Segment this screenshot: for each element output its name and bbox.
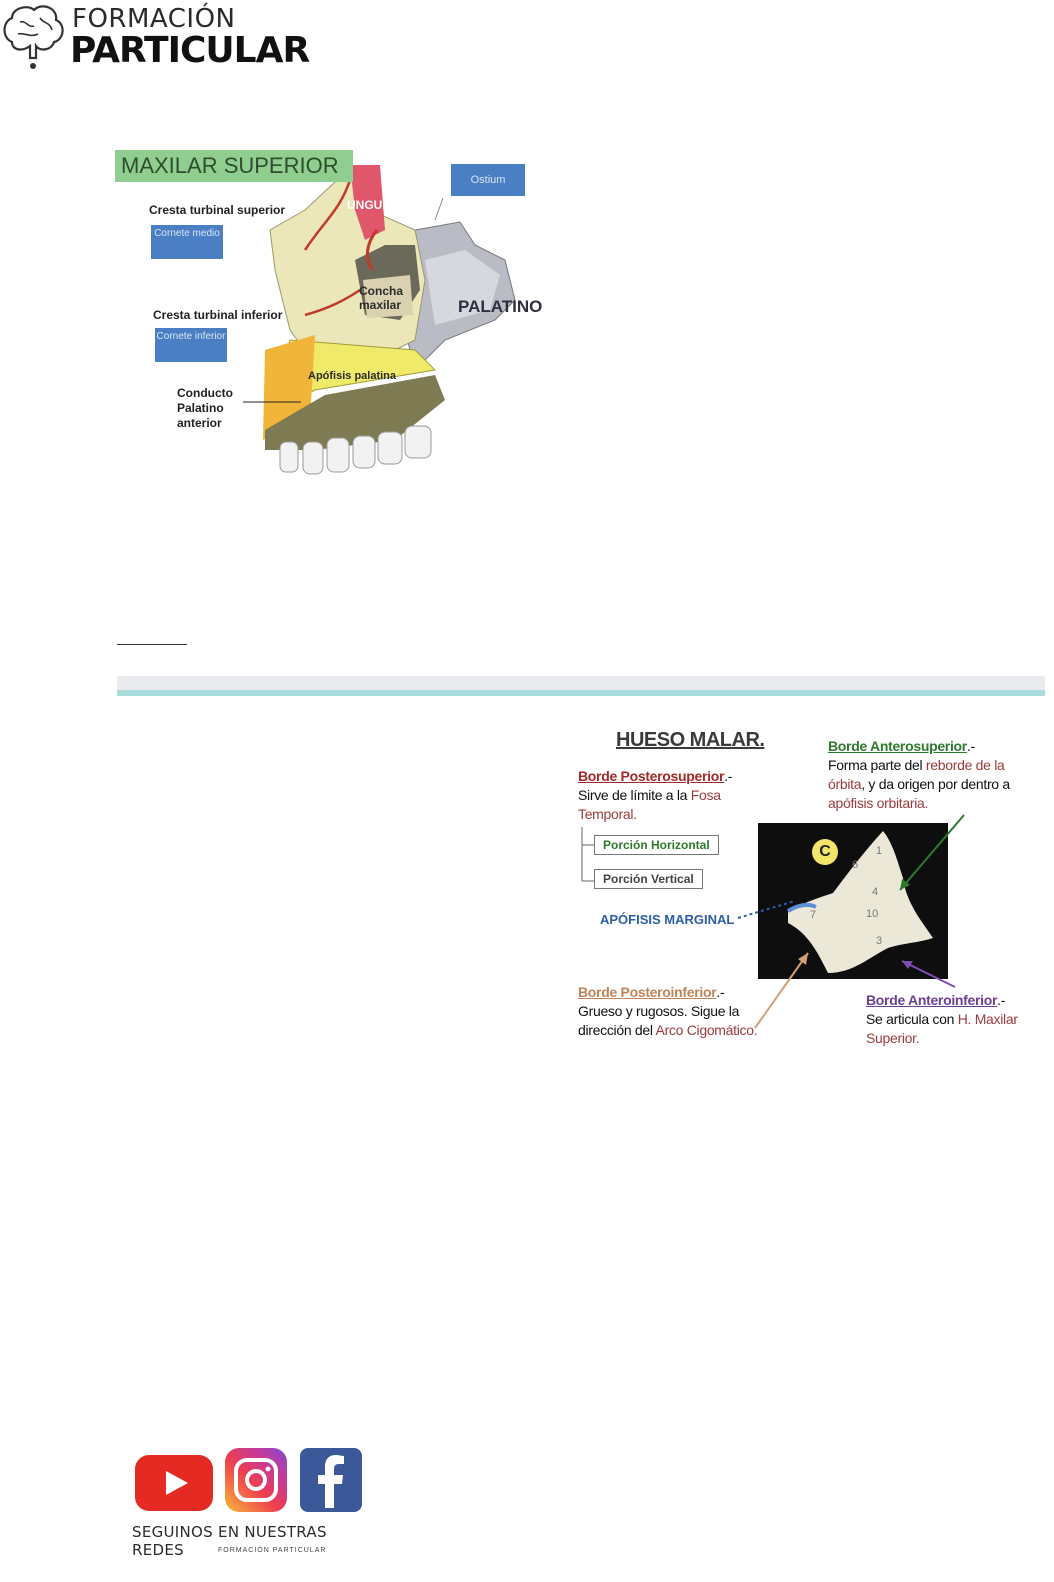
anterosuperior-reborde: reborde de la órbita	[828, 757, 1005, 792]
label-palatino: PALATINO	[458, 297, 543, 316]
anterosuperior-sep: .-	[966, 738, 975, 754]
hueso-malar-figure	[570, 725, 1050, 1070]
anterosuperior-text2: , y da origen por dentro a	[861, 776, 1010, 792]
label-apofisis-palatina: Apófisis palatina	[308, 370, 397, 382]
posterosuperior-heading: Borde Posterosuperior	[578, 768, 725, 784]
borde-anteroinferior	[866, 991, 1041, 1048]
posterosuperior-text: Sirve de límite a la	[578, 787, 691, 803]
num-4: 4	[872, 886, 879, 898]
porcion-horizontal: Porción Horizontal	[594, 835, 719, 855]
label-unguis: UNGUIS	[347, 198, 394, 212]
box-cornete-inferior: Cornete inferior	[155, 328, 227, 362]
short-underline	[117, 644, 187, 645]
posteroinferior-sep: .-	[716, 984, 725, 1000]
logo-line1: FORMACIÓN	[72, 4, 236, 34]
facebook-icon[interactable]	[300, 1448, 362, 1512]
label-conducto-palatino: Conducto Palatino anterior	[177, 386, 233, 430]
figure-badge: C	[812, 839, 838, 865]
malar-title: HUESO MALAR.	[616, 729, 765, 751]
anteroinferior-heading: Borde Anteroinferior	[866, 992, 998, 1008]
youtube-icon[interactable]	[135, 1455, 213, 1511]
brain-icon	[0, 2, 68, 72]
label-cresta-superior: Cresta turbinal superior	[149, 203, 286, 217]
apofisis-marginal-label: APÓFISIS MARGINAL	[600, 912, 735, 927]
posteroinferior-text: Grueso y rugosos. Sigue la dirección del	[578, 1003, 740, 1038]
num-7: 7	[810, 909, 817, 921]
posteroinferior-arco: Arco Cigomático.	[655, 1022, 758, 1038]
anteroinferior-maxilar: H. Maxilar Superior.	[866, 1011, 1018, 1046]
maxilar-title: MAXILAR SUPERIOR	[115, 150, 353, 182]
brand-logo	[0, 0, 310, 75]
posterosuperior-sep: .-	[724, 768, 733, 784]
posterosuperior-fosa: Fosa Temporal.	[578, 787, 721, 822]
num-10: 10	[866, 908, 879, 920]
label-concha-maxilar: Concha maxilar	[359, 284, 404, 312]
section-divider	[117, 690, 1045, 696]
anterosuperior-apofisis: apófisis orbitaria.	[828, 795, 929, 811]
anterosuperior-heading: Borde Anterosuperior	[828, 738, 967, 754]
num-6: 6	[852, 859, 859, 871]
instagram-icon[interactable]	[225, 1448, 287, 1512]
social-links	[130, 1445, 370, 1570]
maxilar-superior-figure	[115, 150, 555, 490]
posteroinferior-heading: Borde Posteroinferior	[578, 984, 717, 1000]
num-1: 1	[876, 845, 883, 857]
logo-line2: PARTICULAR	[70, 30, 310, 71]
borde-posteroinferior	[578, 983, 763, 1040]
box-ostium: Ostium	[451, 164, 525, 196]
social-caption: SEGUINOS EN NUESTRAS REDES	[132, 1523, 327, 1559]
porcion-vertical: Porción Vertical	[594, 869, 703, 889]
box-cornete-medio: Cornete medio	[151, 225, 223, 259]
anteroinferior-text: Se articula con	[866, 1011, 958, 1027]
label-cresta-inferior: Cresta turbinal inferior	[153, 308, 283, 322]
anteroinferior-sep: .-	[997, 992, 1006, 1008]
num-3: 3	[876, 935, 883, 947]
anterosuperior-text1: Forma parte del	[828, 757, 926, 773]
social-sub-logo: FORMACIÓN PARTICULAR	[218, 1547, 327, 1554]
